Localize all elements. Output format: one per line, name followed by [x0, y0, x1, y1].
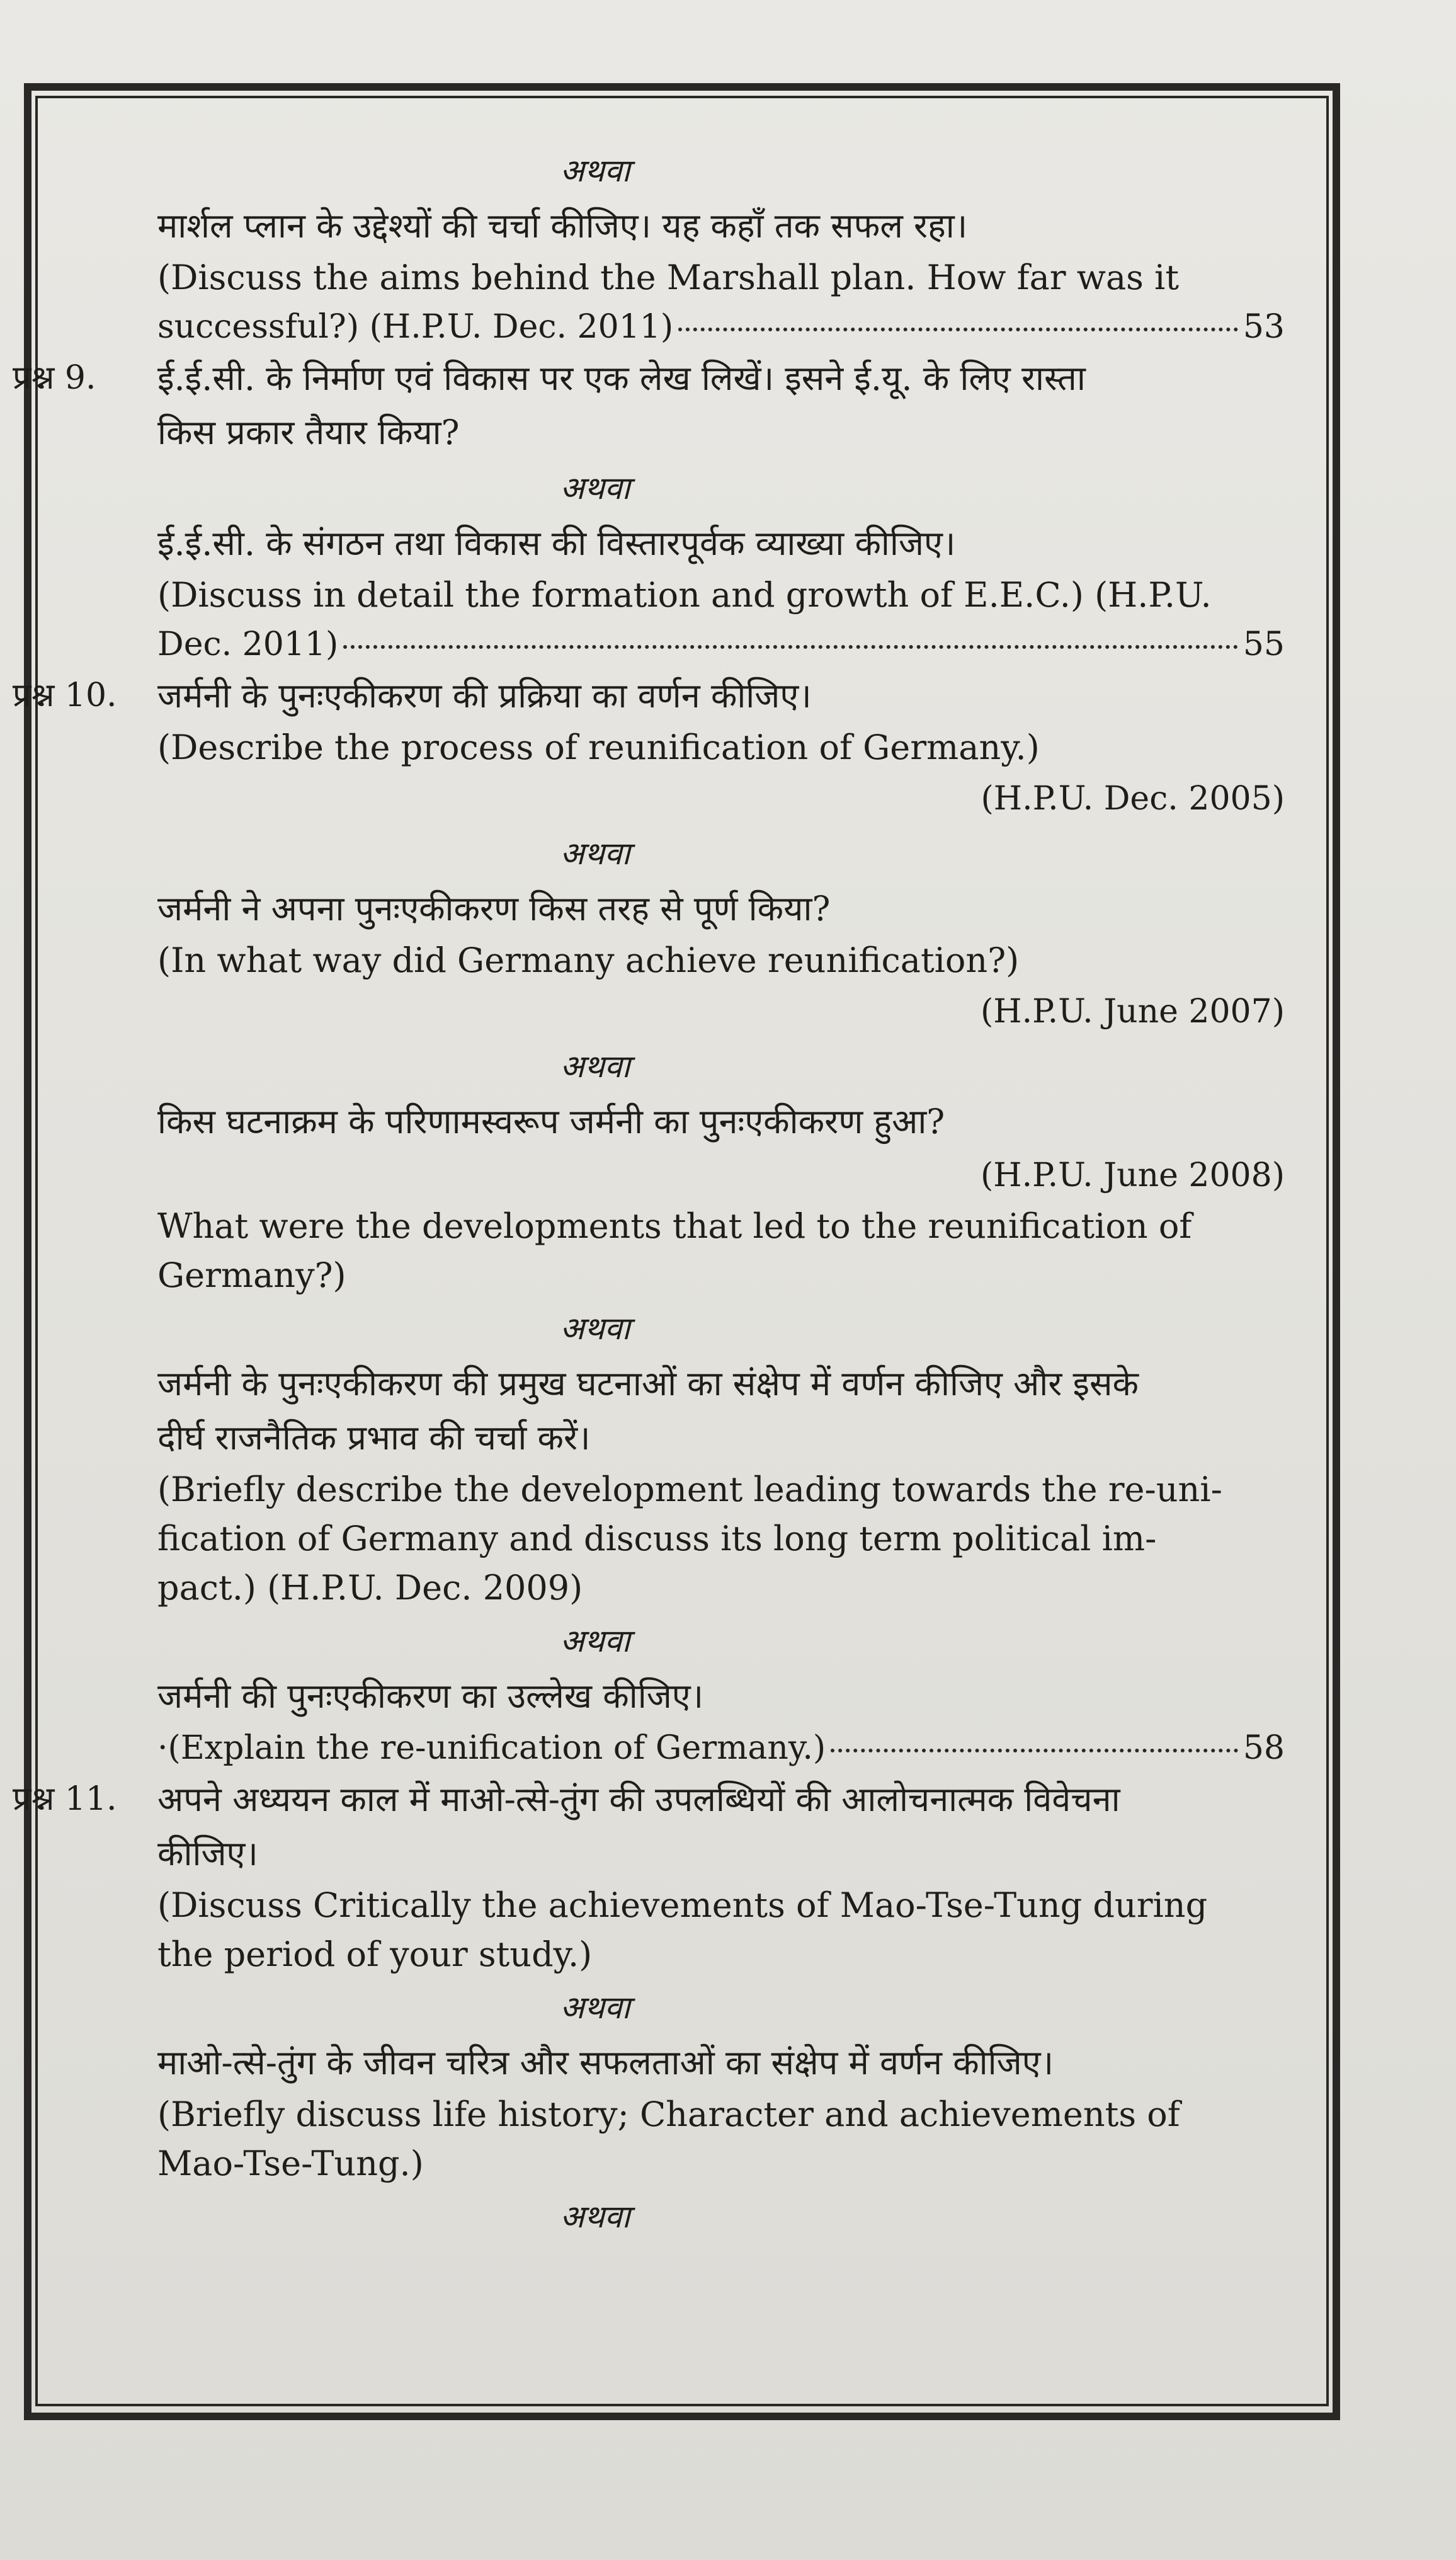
question-english: pact.) (H.P.U. Dec. 2009): [157, 1568, 583, 1608]
question-english: (Discuss in detail the formation and growth of E.E.C.) (H.P.U.: [157, 575, 1212, 615]
question-english: What were the developments that led to the reunification of: [157, 1206, 1192, 1246]
question-10: [13, 669, 1285, 1773]
page-number: 58: [1243, 1729, 1285, 1767]
question-hindi: दीर्घ राजनैतिक प्रभाव की चर्चा करें।: [157, 1418, 591, 1458]
or-separator: अथवा: [560, 470, 630, 506]
or-separator: अथवा: [560, 1310, 630, 1347]
question-hindi: जर्मनी के पुनःएकीकरण की प्रमुख घटनाओं का संक्षेप में वर्णन कीजिए और इसके: [157, 1364, 1139, 1403]
exam-reference: (H.P.U. June 2008): [980, 1157, 1285, 1194]
question-11: [13, 1773, 1285, 2245]
page-number: 53: [1243, 308, 1285, 346]
question-english: Dec. 2011): [157, 626, 339, 663]
question-english: Germany?): [157, 1255, 346, 1295]
question-9: [13, 351, 1285, 669]
or-separator: अथवा: [560, 835, 630, 872]
question-hindi: किस घटनाक्रम के परिणामस्वरूप जर्मनी का पुनःएकीकरण हुआ?: [157, 1102, 945, 1141]
question-english: (Briefly describe the development leading towards the re-uni-: [157, 1470, 1222, 1509]
question-english: the period of your study.): [157, 1934, 593, 1974]
question-english: (Describe the process of reunification of Germany.): [157, 728, 1040, 767]
question-english: fication of Germany and discuss its long term political im-: [157, 1519, 1157, 1558]
question-8-continued: [157, 199, 1285, 351]
question-list: [13, 142, 1285, 2245]
question-english: Mao-Tse-Tung.): [157, 2144, 424, 2183]
question-number: प्रश्न 11.: [13, 1780, 117, 1818]
question-english: (In what way did Germany achieve reunification?): [157, 940, 1020, 980]
or-separator: अथवा: [560, 2198, 630, 2235]
question-english: (Briefly discuss life history; Character and achievements of: [157, 2094, 1180, 2134]
question-english: successful?) (H.P.U. Dec. 2011): [157, 308, 674, 346]
question-hindi: जर्मनी की पुनःएकीकरण का उल्लेख कीजिए।: [157, 1676, 704, 1716]
question-english-with-page: [157, 302, 1285, 351]
question-hindi: ई.ई.सी. के संगठन तथा विकास की विस्तारपूर्वक व्याख्या कीजिए।: [157, 523, 956, 563]
question-english-with-page: [157, 1723, 1285, 1773]
or-separator: अथवा: [560, 1048, 630, 1085]
exam-reference: (H.P.U. Dec. 2005): [981, 780, 1285, 818]
or-separator: अथवा: [560, 1623, 630, 1659]
question-hindi: मार्शल प्लान के उद्देश्यों की चर्चा कीजिए। यह कहाँ तक सफल रहा।: [157, 206, 968, 246]
question-english: (Discuss the aims behind the Marshall plan. How far was it: [157, 258, 1180, 297]
page-number: 55: [1243, 626, 1285, 663]
dot-leader: [831, 1749, 1238, 1752]
dot-leader: [678, 328, 1238, 331]
question-number: प्रश्न 10.: [13, 677, 117, 714]
question-english: (Discuss Critically the achievements of Mao-Tse-Tung during: [157, 1885, 1208, 1925]
question-hindi: अपने अध्ययन काल में माओ-त्से-तुंग की उपलब्धियों की आलोचनात्मक विवेचना: [157, 1780, 1120, 1819]
question-english: ·(Explain the re-unification of Germany.): [157, 1729, 826, 1767]
question-number: प्रश्न 9.: [13, 359, 96, 397]
dot-leader: [343, 645, 1238, 649]
exam-reference: (H.P.U. June 2007): [980, 993, 1285, 1031]
question-hindi: जर्मनी ने अपना पुनःएकीकरण किस तरह से पूर्ण किया?: [157, 889, 831, 929]
or-separator: अथवा: [560, 152, 630, 189]
question-hindi: माओ-त्से-तुंग के जीवन चरित्र और सफलताओं का संक्षेप में वर्णन कीजिए।: [157, 2043, 1054, 2083]
question-english-with-page: [157, 620, 1285, 669]
question-hindi: कीजिए।: [157, 1834, 258, 1873]
question-hindi: ई.ई.सी. के निर्माण एवं विकास पर एक लेख लिखें। इसने ई.यू. के लिए रास्ता: [157, 358, 1086, 398]
question-hindi: जर्मनी के पुनःएकीकरण की प्रक्रिया का वर्णन कीजिए।: [157, 676, 812, 716]
question-hindi: किस प्रकार तैयार किया?: [157, 413, 460, 452]
or-separator: अथवा: [560, 1989, 630, 2026]
